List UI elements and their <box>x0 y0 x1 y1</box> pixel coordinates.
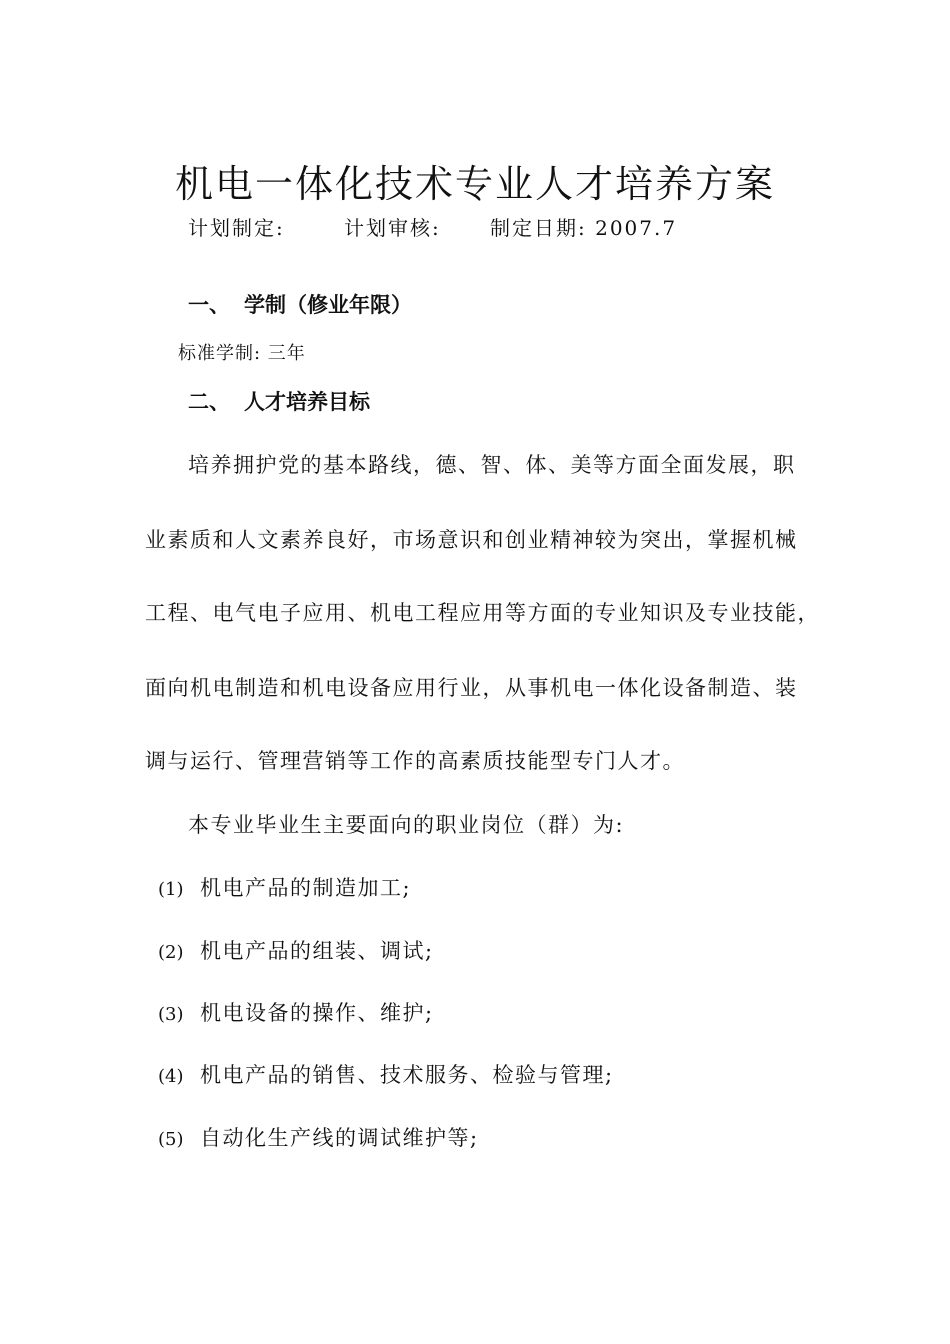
section-title: 学制（修业年限） <box>244 293 412 317</box>
position-text: 机电产品的制造加工; <box>200 876 412 900</box>
list-marker: (4) <box>158 1066 184 1087</box>
objective-line: 业素质和人文素养良好，市场意识和创业精神较为突出，掌握机械 <box>145 528 798 552</box>
list-marker: (3) <box>158 1004 184 1025</box>
list-marker: (1) <box>158 879 184 900</box>
reviewer-label: 计划审核: <box>344 216 441 240</box>
positions-intro: 本专业毕业生主要面向的职业岗位（群）为: <box>188 813 625 837</box>
position-item <box>158 1059 614 1089</box>
objective-line: 工程、电气电子应用、机电工程应用等方面的专业知识及专业技能， <box>145 601 820 625</box>
position-item <box>158 997 434 1027</box>
position-item <box>158 1122 479 1152</box>
list-marker: (2) <box>158 942 184 963</box>
list-marker: (5) <box>158 1129 184 1150</box>
position-item <box>158 935 434 965</box>
objective-line: 调与运行、管理营销等工作的高素质技能型专门人才。 <box>145 749 685 773</box>
document-title: 机电一体化技术专业人才培养方案 <box>174 162 775 207</box>
position-text: 机电产品的组装、调试; <box>200 939 434 963</box>
section-heading-objective <box>188 386 370 416</box>
position-text: 机电产品的销售、技术服务、检验与管理; <box>200 1063 614 1087</box>
section-number: 一、 <box>188 293 230 317</box>
planner-label: 计划制定: <box>188 216 285 240</box>
position-text: 自动化生产线的调试维护等; <box>200 1126 479 1150</box>
position-text: 机电设备的操作、维护; <box>200 1001 434 1025</box>
section-heading-duration <box>188 289 412 319</box>
objective-line: 培养拥护党的基本路线，德、智、体、美等方面全面发展，职 <box>188 453 796 477</box>
position-item <box>158 872 411 902</box>
standard-duration-text: 标准学制: 三年 <box>178 343 306 364</box>
section-title: 人才培养目标 <box>244 390 370 414</box>
objective-line: 面向机电制造和机电设备应用行业，从事机电一体化设备制造、装 <box>145 676 798 700</box>
date-label: 制定日期: 2007.7 <box>490 216 678 240</box>
section-number: 二、 <box>188 390 230 414</box>
